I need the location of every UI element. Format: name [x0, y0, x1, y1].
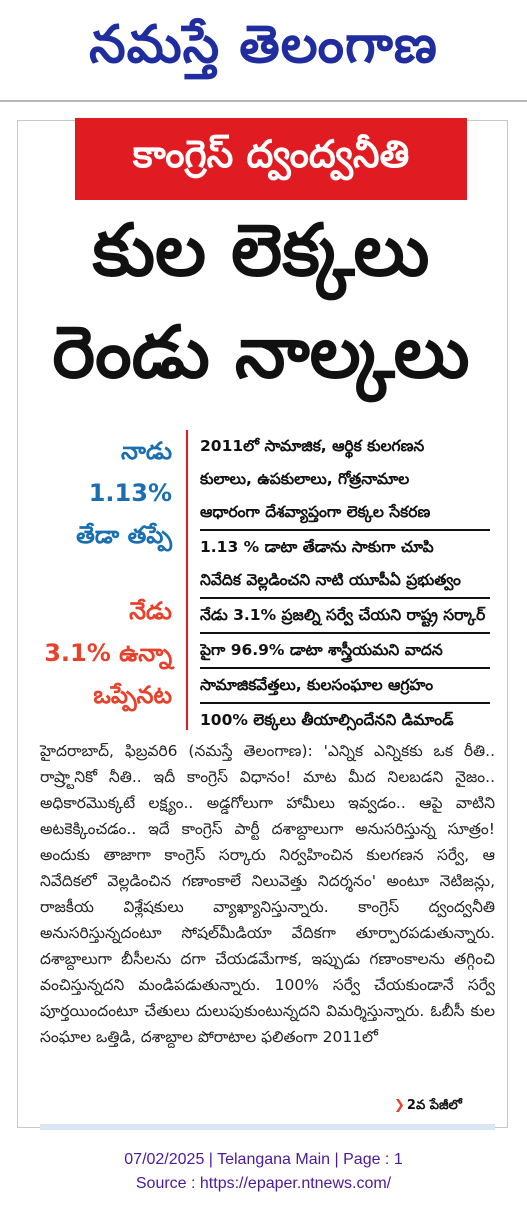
key-point: సామాజికవేత్తలు, కులసంఘాల ఆగ్రహం [200, 676, 434, 694]
key-point: ఆధారంగా దేశవ్యాప్తంగా లెక్కల సేకరణ [200, 503, 431, 521]
masthead [0, 0, 527, 100]
kicker-banner: కాంగ్రెస్ ద్వంద్వనీతి [75, 118, 467, 200]
continuation-text: 2వ పేజీలో [406, 1098, 462, 1113]
newspaper-title: నమస్తే తెలంగాణ [89, 14, 438, 75]
key-point: 2011లో సామాజిక, ఆర్థిక కులగణన [200, 437, 425, 455]
arrow-icon: ❯ [394, 1098, 405, 1113]
masthead-divider [0, 100, 527, 102]
sidebar-then-label: నాడు [121, 437, 172, 465]
sidebar-now-label: నేడు [129, 597, 172, 625]
continuation-note [394, 1098, 462, 1116]
footer-edition-line: 07/02/2025 | Telangana Main | Page : 1 [124, 1151, 403, 1168]
comparison-sidebar [28, 430, 178, 720]
bottom-bar [40, 1124, 495, 1130]
key-point: 100% లెక్కలు తీయాల్సిందేనని డిమాండ్ [200, 711, 454, 729]
key-point: కులాలు, ఉపకులాలు, గోత్రనామాల [200, 470, 410, 488]
sidebar-then-value: 1.13% [88, 479, 172, 507]
key-point: నేడు 3.1% ప్రజల్ని సర్వే చేయని రాష్ట్ర సర్కార్ [200, 606, 486, 624]
article-body: హైదరాబాద్, ఫిబ్రవరి6 (నమస్తే తెలంగాణ): 'ఎన్నిక ఎన్నికకు ఒక రీతి.. రాష్ర్టానికో నీతి.. ఇదీ కాంగ్రెస్ విధానం! మాట మీద నిలబడని నైజం.. అధికారమొక్కటే లక్ష్యం.. అడ్డగోలుగా హామీలు ఇవ్వడం.. ఆపై వాటిని అటకెక్కించడం.. ఇదే కాంగ్రెస్ పార్టీ దశాబ్దాలుగా అనుసరిస్తున్న సూత్రం! అందుకు తాజాగా కాంగ్రెస్ సర్కారు నిర్వహించిన కులగణన సర్వే, ఆ నివేదికలో వెల్లడించిన గణాంకాలే నిలువెత్తు నిదర్శనం' అంటూ నెటిజన్లు, రాజకీయ విశ్లేషకులు వ్యాఖ్యానిస్తున్నారు. కాంగ్రెస్ ద్వంద్వనీతి అనుసరిస్తున్నదంటూ సోషల్‌మీడియా వేదికగా తూర్పారపడుతున్నారు. దశాబ్దాలుగా బీసీలను దగా చేయడమేగాక, ఇప్పుడు గణాంకాలను తగ్గించి వంచిస్తున్నదని మండిపడుతున్నారు. 100% సర్వే చేయకుండానే సర్వే పూర్తయిందంటూ చేతులు దులుపుకుంటున్నదని విమర్శిస్తున్నారు. ఓబీసీ కుల సంఘాల ఒత్తిడి, దశాబ్దాల పోరాటాల ఫలితంగా 2011లో [40, 742, 495, 1046]
sidebar-now-value: 3.1% ఉన్నా [44, 639, 172, 667]
key-point: నివేదిక వెల్లడించని నాటి యూపీఏ ప్రభుత్వం [200, 571, 461, 589]
sidebar-divider [186, 430, 188, 730]
sidebar-then [76, 430, 172, 556]
headline-line-1: కుల లెక్కలు [92, 208, 430, 292]
footer-source-line: Source : https://epaper.ntnews.com/ [135, 1175, 392, 1192]
headline-line-2: రెండు నాల్కలు [52, 310, 470, 394]
key-point: 1.13 % డాటా తేడాను సాకుగా చూపి [200, 538, 434, 556]
sidebar-now-note: ఒప్పేనట [93, 681, 172, 709]
key-points-list [200, 430, 490, 737]
sidebar-then-note: తేడా తప్పే [76, 521, 172, 549]
sidebar-now [44, 590, 172, 716]
footer [0, 1148, 527, 1196]
key-point: పైగా 96.9% డాటా శాస్త్రీయమని వాదన [200, 641, 443, 659]
